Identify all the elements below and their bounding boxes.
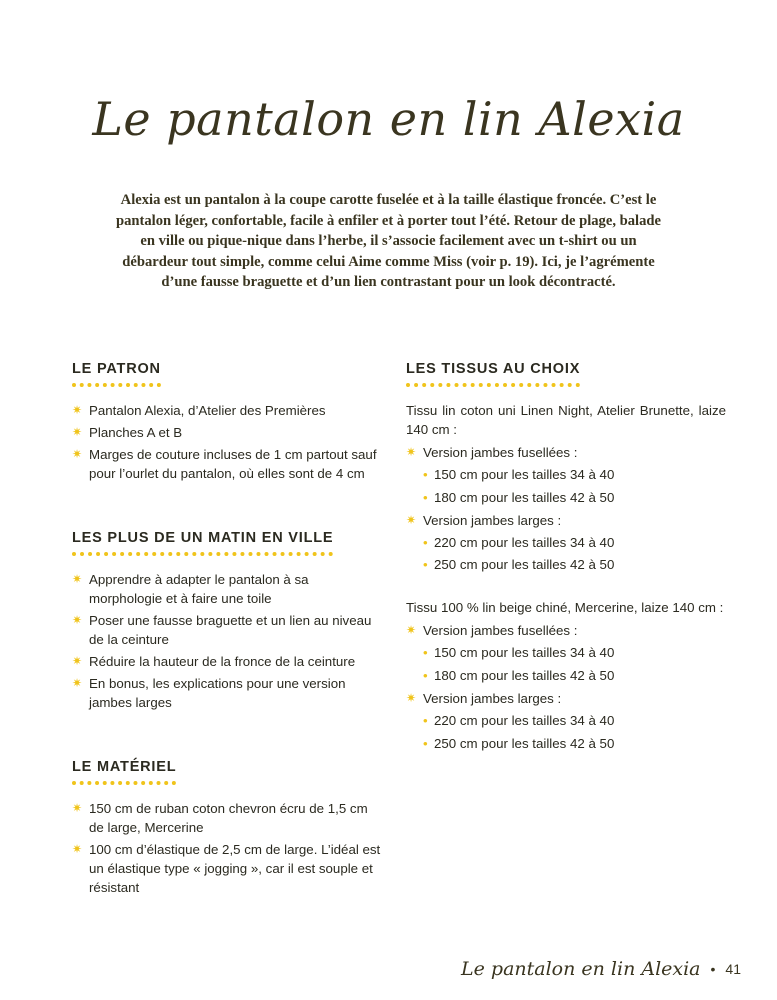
page-title: Le pantalon en lin Alexia: [92, 92, 685, 146]
section-title-materiel: LE MATÉRIEL: [72, 759, 176, 785]
list-item: ✷ Version jambes fusellées :: [406, 623, 578, 639]
section-title-tissus: LES TISSUS AU CHOIX: [406, 361, 580, 387]
list-item: ✷ Pantalon Alexia, d’Atelier des Premières: [72, 403, 326, 418]
star-bullet-icon: ✷: [72, 613, 83, 627]
dot-bullet-icon: •: [423, 534, 428, 550]
list-item: • 180 cm pour les tailles 42 à 50: [423, 668, 615, 684]
list-item: • 220 cm pour les tailles 34 à 40: [423, 712, 615, 728]
list-item: • 150 cm pour les tailles 34 à 40: [423, 645, 615, 661]
dot-bullet-icon: •: [423, 467, 428, 482]
dot-bullet-icon: •: [423, 489, 428, 505]
list-item: • 150 cm pour les tailles 34 à 40: [423, 467, 615, 482]
star-bullet-icon: ✷: [72, 842, 83, 856]
list-item: ✷ 150 cm de ruban coton chevron écru de 1,5 cm de large, Mercerine: [72, 801, 368, 835]
dot-bullet-icon: •: [423, 668, 428, 684]
fabric-intro: Tissu lin coton uni Linen Night, Atelier Brunette, laize 140 cm :: [406, 403, 726, 437]
section-tissus: [406, 360, 726, 757]
section-patron: [72, 360, 384, 486]
star-bullet-icon: ✷: [72, 572, 83, 586]
star-bullet-icon: ✷: [72, 447, 83, 461]
list-item: ✷ Version jambes larges :: [406, 512, 562, 528]
list-item: • 250 cm pour les tailles 42 à 50: [423, 557, 615, 573]
list-item: • 250 cm pour les tailles 42 à 50: [423, 735, 615, 751]
star-bullet-icon: ✷: [406, 623, 417, 638]
list-item: • 220 cm pour les tailles 34 à 40: [423, 534, 615, 550]
section-title-patron: LE PATRON: [72, 361, 161, 387]
star-bullet-icon: ✷: [406, 690, 417, 705]
section-materiel: [72, 758, 384, 900]
star-bullet-icon: ✷: [72, 654, 83, 668]
page-footer: [461, 958, 741, 980]
star-bullet-icon: ✷: [406, 512, 417, 527]
footer-separator: •: [710, 961, 716, 977]
star-bullet-icon: ✷: [72, 403, 83, 417]
star-bullet-icon: ✷: [406, 445, 417, 459]
list-item: ✷ Marges de couture incluses de 1 cm partout sauf pour l’ourlet du pantalon, où elles sont de 4 cm: [72, 447, 377, 481]
list-item: ✷ Version jambes larges :: [406, 690, 562, 706]
dot-bullet-icon: •: [423, 712, 428, 728]
star-bullet-icon: ✷: [72, 801, 83, 815]
section-plus: [72, 529, 384, 715]
page-number: 41: [725, 961, 741, 977]
footer-title: Le pantalon en lin Alexia: [461, 958, 701, 980]
fabric-block-1: [406, 401, 726, 574]
list-item: ✷ Poser une fausse braguette et un lien au niveau de la ceinture: [72, 613, 372, 647]
list-item: ✷ Planches A et B: [72, 425, 183, 440]
fabric-block-2: [406, 598, 726, 752]
star-bullet-icon: ✷: [72, 425, 83, 439]
list-item: • 180 cm pour les tailles 42 à 50: [423, 489, 615, 505]
intro-paragraph: Alexia est un pantalon à la coupe carotte fuselée et à la taille élastique froncée. C’est le pantalon léger, confortable, facile à enfiler et à porter tout l’été. Retour de plage, balade en ville ou pique-nique dans l’herbe, il s’associe facilement avec un t-shirt ou un débardeur tout simple, comme celui Aime comme Miss (voir p. 19). Ici, je l’agrémente d’une fausse braguette et d’un lien contrastant pour un look décontracté.: [115, 192, 661, 290]
dot-bullet-icon: •: [423, 645, 428, 661]
dot-bullet-icon: •: [423, 735, 428, 751]
fabric-intro: Tissu 100 % lin beige chiné, Mercerine, laize 140 cm :: [406, 600, 724, 616]
list-item: ✷ Apprendre à adapter le pantalon à sa morphologie et à faire une toile: [72, 572, 309, 606]
list-item: ✷ 100 cm d’élastique de 2,5 cm de large. L’idéal est un élastique type « jogging », car il est souple et résistant: [72, 842, 381, 895]
list-item: ✷ En bonus, les explications pour une version jambes larges: [72, 676, 346, 710]
list-item: ✷ Réduire la hauteur de la fronce de la ceinture: [72, 654, 356, 669]
section-title-plus: LES PLUS DE UN MATIN EN VILLE: [72, 530, 333, 556]
dot-bullet-icon: •: [423, 557, 428, 573]
list-item: ✷ Version jambes fusellées :: [406, 445, 578, 460]
star-bullet-icon: ✷: [72, 676, 83, 690]
